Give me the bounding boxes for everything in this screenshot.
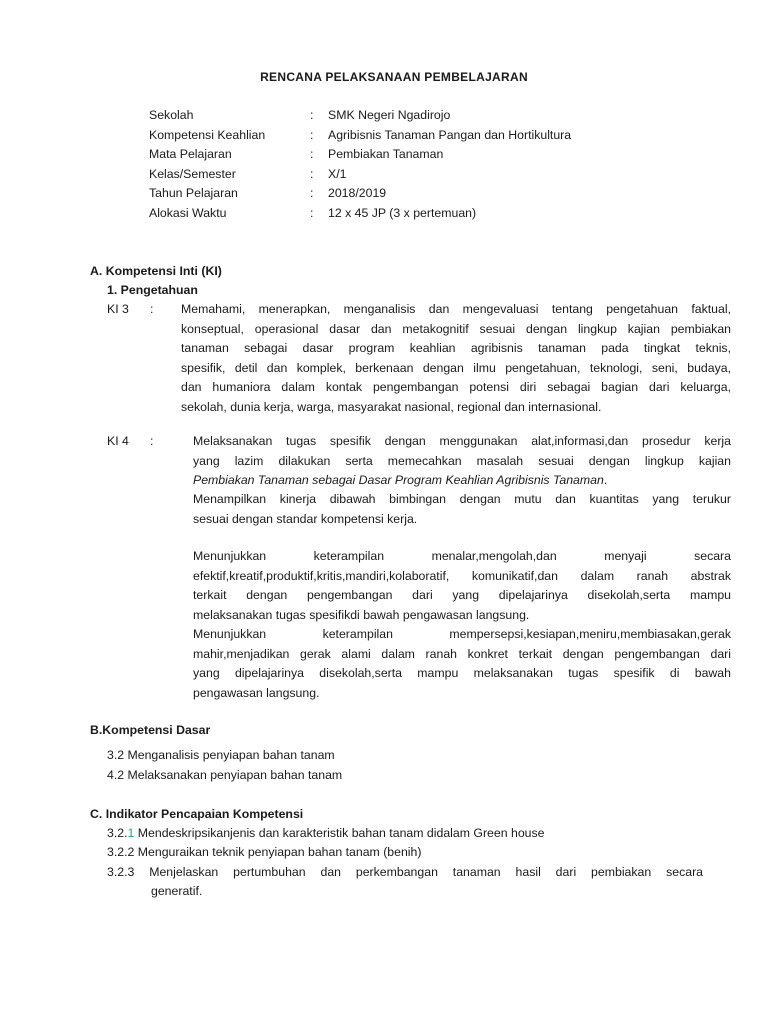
ki3-label: KI 3: [107, 302, 129, 316]
identity-row: [149, 204, 571, 224]
paragraph-line: Melaksanakan tugas spesifik dengan menggunakan alat,informasi,dan prosedur kerja: [193, 434, 731, 448]
identity-row: [149, 165, 571, 185]
ki4-text-part2: [193, 490, 731, 529]
paragraph-line: spesifik, detil dan komplek, berkenaan dengan ilmu pengetahuan, teknologi, seni, budaya,: [181, 360, 731, 375]
ipk-item-3-line2: generatif.: [151, 884, 203, 898]
identity-value: Agribisnis Tanaman Pangan dan Hortikultura: [328, 127, 572, 142]
document-title: RENCANA PELAKSANAAN PEMBELAJARAN: [260, 70, 528, 84]
ki4-text-part1: [193, 432, 731, 471]
identity-label: Mata Pelajaran: [149, 147, 232, 161]
paragraph-line: sesuai dengan standar kompetensi kerja.: [193, 511, 418, 526]
section-c-heading: C. Indikator Pencapaian Kompetensi: [90, 807, 304, 821]
ipk-item-1: 3.2.1 Mendeskripsikanjenis dan karakteristik bahan tanam didalam Green house: [107, 826, 545, 840]
identity-label: Sekolah: [149, 108, 194, 122]
ipk-item-2: 3.2.2 Menguraikan teknik penyiapan bahan tanam (benih): [107, 845, 422, 859]
paragraph-line: pengawasan langsung.: [193, 685, 320, 700]
identity-value: 2018/2019: [328, 186, 387, 200]
paragraph-line: efektif,kreatif,produktif,kritis,mandiri,kolaboratif, komunikatif,dan dalam ranah abstrak: [193, 568, 731, 583]
identity-row: [149, 184, 571, 204]
identity-value: SMK Negeri Ngadirojo: [328, 108, 451, 122]
ipk-item-3: [107, 863, 703, 883]
identity-colon: :: [310, 186, 314, 200]
kd-item-2: 4.2 Melaksanakan penyiapan bahan tanam: [107, 768, 343, 782]
identity-label: Kompetensi Keahlian: [149, 127, 266, 142]
identity-value: Pembiakan Tanaman: [328, 147, 444, 161]
paragraph-line: mahir,menjadikan gerak alami dalam ranah konkret terkait dengan pengembangan dari: [193, 646, 731, 661]
identity-label: Alokasi Waktu: [149, 205, 227, 220]
ki4-colon: :: [150, 434, 154, 448]
identity-colon: :: [310, 205, 314, 220]
ki3-text: [181, 300, 731, 417]
paragraph-line: konseptual, operasional dasar dan metakognitif sesuai dengan lingkup kajian pembiakan: [181, 321, 731, 336]
ki4-italic: Pembiakan Tanaman sebagai Dasar Program Keahlian Agribisnis Tanaman.: [193, 473, 608, 487]
paragraph-line: melaksanakan tugas spesifikdi bawah pengawasan langsung.: [193, 607, 530, 622]
identity-value: X/1: [328, 166, 347, 181]
paragraph-line: Menunjukkan keterampilan mempersepsi,kesiapan,meniru,membiasakan,gerak: [193, 627, 731, 641]
identity-label: Kelas/Semester: [149, 166, 236, 181]
paragraph-line: tanaman sebagai dasar program keahlian agribisnis tanaman pada tingkat teknis,: [181, 341, 731, 355]
paragraph-line: sekolah, dunia kerja, warga, masyarakat nasional, regional dan internasional.: [181, 399, 602, 414]
paragraph-line: Memahami, menerapkan, menganalisis dan mengevaluasi tentang pengetahuan faktual,: [181, 302, 731, 316]
paragraph-line: dan humaniora dalam kontak pengembangan potensi diri sebagai bagian dari keluarga,: [181, 380, 731, 394]
ki4-italic-line: [193, 471, 731, 491]
paragraph-line: yang lazim dilakukan serta memecahkan masalah sesuai dengan lingkup kajian: [193, 453, 731, 468]
identity-value: 12 x 45 JP (3 x pertemuan): [328, 205, 477, 220]
identity-colon: :: [310, 127, 314, 142]
identity-row: [149, 145, 571, 165]
identity-colon: :: [310, 166, 314, 181]
section-b-heading: B.Kompetensi Dasar: [90, 723, 211, 737]
paragraph-line: Menunjukkan keterampilan menalar,mengolah,dan menyaji secara: [193, 549, 731, 563]
ki4-text-part3: [193, 547, 731, 703]
ki3-colon: :: [150, 302, 154, 316]
identity-colon: :: [310, 108, 314, 122]
section-a-subheading: 1. Pengetahuan: [107, 283, 198, 297]
kd-item-1: 3.2 Menganalisis penyiapan bahan tanam: [107, 748, 335, 762]
identity-row: [149, 106, 571, 126]
paragraph-line: yang dipelajarinya disekolah,serta mampu melaksanakan tugas spesifik di bawah: [193, 666, 731, 680]
ipk-item-3-line1: 3.2.3 Menjelaskan pertumbuhan dan perkembangan tanaman hasil dari pembiakan secara: [107, 865, 703, 879]
identity-label: Tahun Pelajaran: [149, 186, 238, 200]
paragraph-line: Menampilkan kinerja dibawah bimbingan dengan mutu dan kuantitas yang terukur: [193, 492, 731, 506]
section-a-heading: A. Kompetensi Inti (KI): [90, 264, 222, 278]
ki4-label: KI 4: [107, 434, 129, 448]
paragraph-line: terkait dengan pengembangan dari yang dipelajarinya disekolah,serta mampu: [193, 588, 731, 602]
identity-colon: :: [310, 147, 314, 161]
identity-row: [149, 126, 571, 146]
identity-table: [149, 106, 571, 223]
